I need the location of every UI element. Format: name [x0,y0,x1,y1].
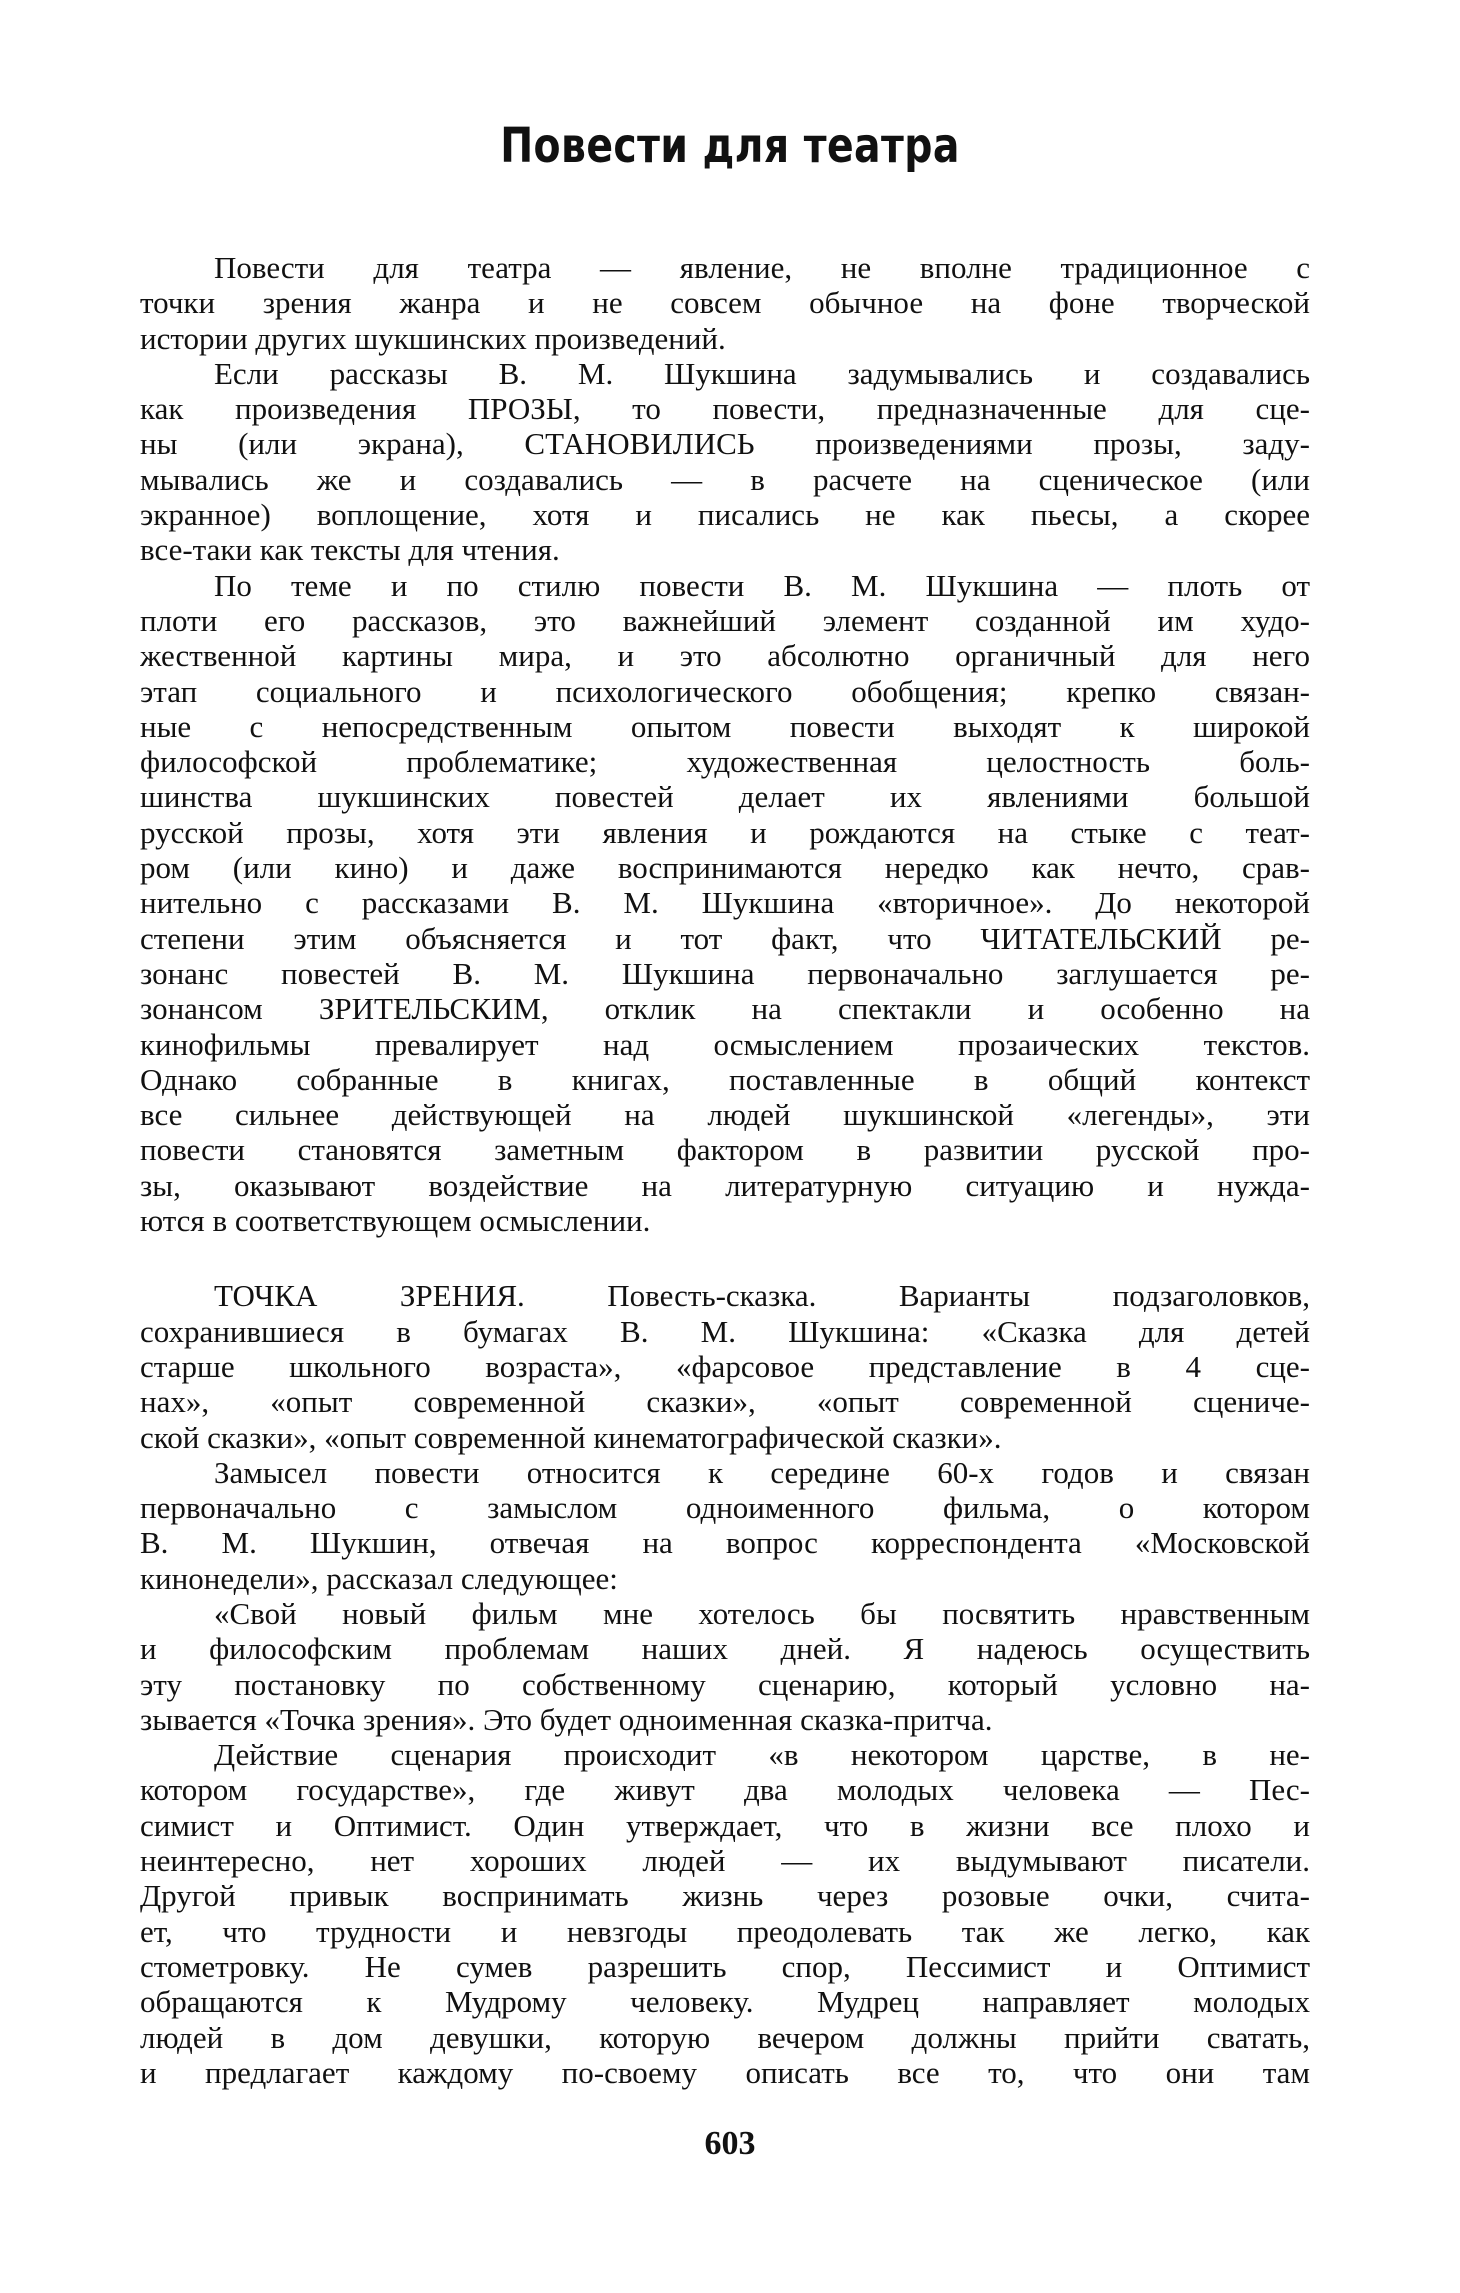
text-line: истории других шукшинских произведений. [140,320,726,356]
text-line: «Свой новый фильм мне хотелось бы посвятить нравственным [214,1595,1310,1631]
body-text [140,250,1310,2090]
text-line: ные с непосредственным опытом повести выходят к широкой [140,708,1310,744]
text-line: и философским проблемам наших дней. Я надеюсь осуществить [140,1631,1310,1667]
text-line: ской сказки», «опыт современной кинематографической сказки». [140,1419,1002,1455]
text-line: старше школьного возраста», «фарсовое представление в 4 сце- [140,1348,1310,1384]
text-line: философской проблематике; художественная целостность боль- [140,744,1310,780]
text-line: зонанс повестей В. М. Шукшина первоначально заглушается ре- [140,955,1310,991]
text-line: ются в соответствующем осмыслении. [140,1203,651,1239]
paragraph-theme [140,568,1310,1239]
text-line: Другой привык воспринимать жизнь через розовые очки, счита- [140,1878,1310,1914]
text-line: зывается «Точка зрения». Это будет одноименная сказка-притча. [140,1701,993,1737]
text-line: сохранившиеся в бумагах В. М. Шукшина: «Сказка для детей [140,1313,1310,1349]
text-line: и предлагает каждому по-своему описать все то, что они там [140,2054,1310,2090]
text-line: Замысел повести относится к середине 60-х годов и связан [214,1454,1310,1490]
text-line: нах», «опыт современной сказки», «опыт современной сцениче- [140,1384,1310,1420]
text-line: Действие сценария происходит «в некотором царстве, в не- [214,1737,1310,1773]
text-line: ны (или экрана), СТАНОВИЛИСЬ произведениями прозы, заду- [140,426,1310,462]
paragraph-plot [140,1737,1310,2090]
text-line: жественной картины мира, и это абсолютно органичный для него [140,638,1310,674]
paragraph-prose [140,356,1310,568]
section-gap [140,1238,1310,1278]
text-line: точки зрения жанра и не совсем обычное на фоне творческой [140,285,1310,321]
text-line: зы, оказывают воздействие на литературную ситуацию и нужда- [140,1167,1310,1203]
text-line: По теме и по стилю повести В. М. Шукшина — плоть от [214,567,1310,603]
text-line: этап социального и психологического обобщения; крепко связан- [140,673,1310,709]
text-line: эту постановку по собственному сценарию, который условно на- [140,1666,1310,1702]
text-line: симист и Оптимист. Один утверждает, что в жизни все плохо и [140,1807,1310,1843]
paragraph-conception [140,1455,1310,1596]
text-line: ет, что трудности и невзгоды преодолевать так же легко, как [140,1913,1310,1949]
text-line: нительно с рассказами В. М. Шукшина «вторичное». До некоторой [140,885,1310,921]
text-line: людей в дом девушки, которую вечером должны прийти сватать, [140,2019,1310,2055]
text-line: В. М. Шукшин, отвечая на вопрос корреспондента «Московской [140,1525,1310,1561]
text-line: степени этим объясняется и тот факт, что ЧИТАТЕЛЬСКИЙ ре- [140,920,1310,956]
text-line: неинтересно, нет хороших людей — их выдумывают писатели. [140,1843,1310,1879]
text-line: обращаются к Мудрому человеку. Мудрец направляет молодых [140,1984,1310,2020]
text-line: стометровку. Не сумев разрешить спор, Пессимист и Оптимист [140,1948,1310,1984]
text-line: кинонедели», рассказал следующее: [140,1560,618,1596]
text-line: зонансом ЗРИТЕЛЬСКИМ, отклик на спектакли и особенно на [140,991,1310,1027]
text-line: Повести для театра — явление, не вполне традиционное с [214,250,1310,285]
paragraph-quote [140,1596,1310,1737]
text-line: все-таки как тексты для чтения. [140,532,560,568]
text-line: котором государстве», где живут два молодых человека — Пес- [140,1772,1310,1808]
text-line: экранное) воплощение, хотя и писались не как пьесы, а скорее [140,497,1310,533]
page-number: 603 [704,2125,756,2162]
text-line: Если рассказы В. М. Шукшина задумывались и создавались [214,355,1310,391]
text-line: мывались же и создавались — в расчете на сценическое (или [140,461,1310,497]
text-line: ром (или кино) и даже воспринимаются нередко как нечто, срав- [140,850,1310,886]
text-line: шинства шукшинских повестей делает их явлениями большой [140,779,1310,815]
text-line: кинофильмы превалирует над осмыслением прозаических текстов. [140,1026,1310,1062]
text-line: ТОЧКА ЗРЕНИЯ. Повесть-сказка. Варианты подзаголовков, [214,1278,1310,1314]
text-line: повести становятся заметным фактором в развитии русской про- [140,1132,1310,1168]
text-line: русской прозы, хотя эти явления и рождаются на стыке с теат- [140,814,1310,850]
page-title: Повести для театра [500,118,960,174]
text-line: Однако собранные в книгах, поставленные в общий контекст [140,1061,1310,1097]
text-line: как произведения ПРОЗЫ, то повести, предназначенные для сце- [140,391,1310,427]
paragraph-intro [140,250,1310,356]
text-line: плоти его рассказов, это важнейший элемент созданной им худо- [140,602,1310,638]
paragraph-point-of-view-heading [140,1278,1310,1454]
text-line: первоначально с замыслом одноименного фильма, о котором [140,1490,1310,1526]
text-line: все сильнее действующей на людей шукшинской «легенды», эти [140,1097,1310,1133]
